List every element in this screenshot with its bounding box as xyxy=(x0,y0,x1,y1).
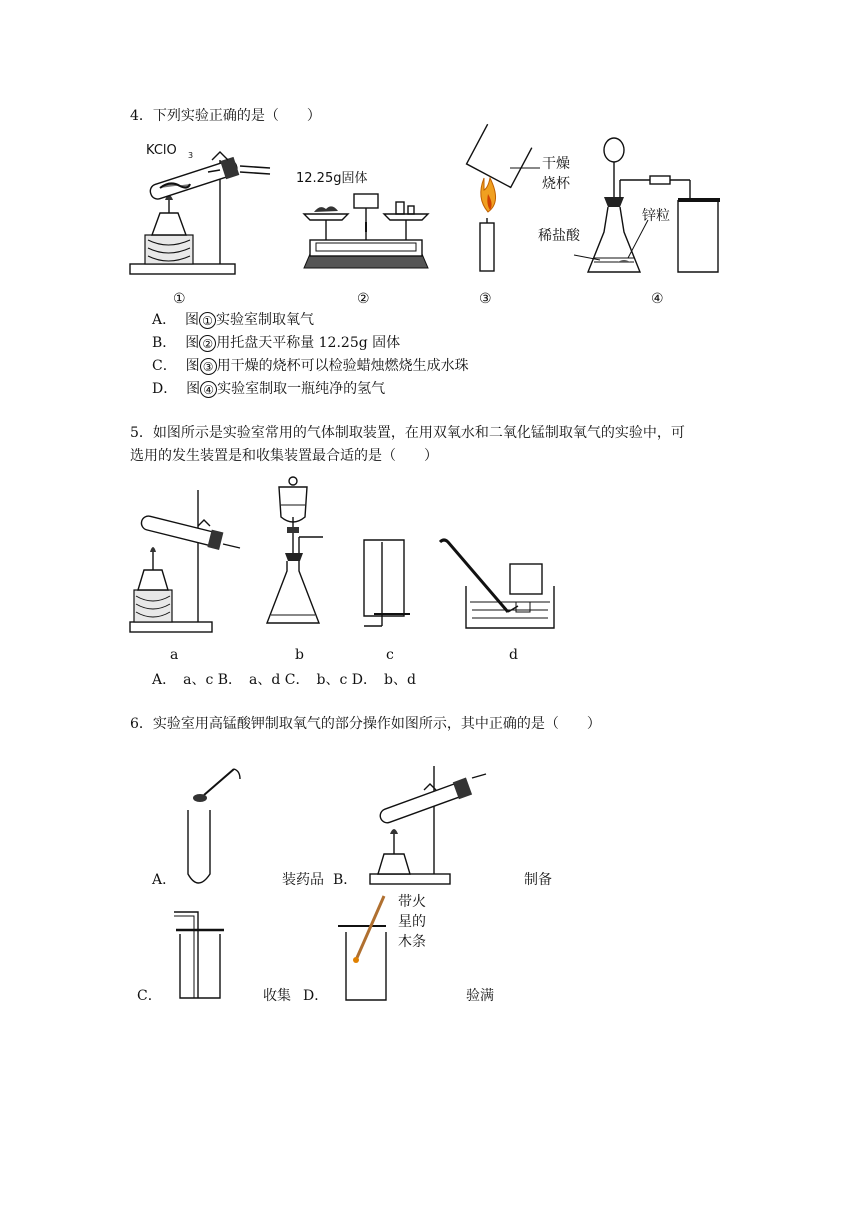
q6-option-d-text: 验满 xyxy=(466,988,494,1004)
q4-figure-2-number: ② xyxy=(357,291,370,307)
q6-splint-label-line3: 木条 xyxy=(398,934,426,950)
q5-stem-line1: 5．如图所示是实验室常用的气体制取装置，在用双氧水和二氧化锰制取氧气的实验中，可 xyxy=(130,425,685,441)
q4-fig1-kclo3-label: KClO xyxy=(146,143,177,158)
q5-stem-line2: 选用的发生装置是和收集装置最合适的是（ ） xyxy=(130,448,438,464)
q4-fig3-label-line2: 烧杯 xyxy=(542,176,570,192)
q4-fig4-zinc-label: 锌粒 xyxy=(642,208,670,224)
q6-splint-label-line2: 星的 xyxy=(398,914,426,930)
q6-splint-label-line1: 带火 xyxy=(398,894,426,910)
q6-option-a-figure xyxy=(180,765,250,890)
q6-option-c-letter[interactable]: C． xyxy=(137,988,162,1004)
q5-apparatus-a xyxy=(130,488,245,638)
q6-stem: 6．实验室用高锰酸钾制取氧气的部分操作如图所示，其中正确的是（ ） xyxy=(130,716,601,732)
q4-figure-4-number: ④ xyxy=(651,291,664,307)
q4-fig3-label-line1: 干燥 xyxy=(542,156,570,172)
q6-option-a-text: 装药品 xyxy=(282,872,324,888)
q4-figure-3-number: ③ xyxy=(479,291,492,307)
q5-apparatus-c xyxy=(358,536,418,636)
q5-options[interactable]: A． a、c B． a、d C． b、c D． b、d xyxy=(152,672,416,688)
q6-option-a-letter[interactable]: A． xyxy=(152,872,177,888)
q5-label-b: b xyxy=(295,647,304,663)
q6-option-d-figure xyxy=(334,890,444,1005)
q5-label-a: a xyxy=(170,647,179,663)
q4-fig2-label: 12.25g固体 xyxy=(296,171,368,186)
q6-option-b-figure xyxy=(368,762,493,887)
q4-option-d[interactable]: D． 图 ④ 实验室制取一瓶纯净的氢气 xyxy=(152,381,386,397)
q4-option-a[interactable]: A． 图 ① 实验室制取氧气 xyxy=(152,312,315,328)
q5-label-d: d xyxy=(509,647,518,663)
q6-option-c-figure xyxy=(172,908,232,1004)
q5-apparatus-d xyxy=(438,536,558,636)
q4-option-c[interactable]: C． 图 ③ 用干燥的烧杯可以检验蜡烛燃烧生成水珠 xyxy=(152,358,469,374)
q6-option-b-letter[interactable]: B． xyxy=(333,872,358,888)
q4-fig1-kclo3-subscript: 3 xyxy=(188,151,194,160)
q4-figure-2-balance xyxy=(296,160,436,275)
q4-stem: 4．下列实验正确的是（ ） xyxy=(130,108,321,124)
q4-figure-1-oxygen-apparatus xyxy=(130,140,280,280)
q4-figure-4-hydrogen-apparatus xyxy=(538,132,728,280)
q4-option-b[interactable]: B． 图 ② 用托盘天平称量 12.25g 固体 xyxy=(152,335,401,351)
q5-apparatus-b xyxy=(265,475,345,637)
q6-option-d-letter[interactable]: D． xyxy=(303,988,329,1004)
q6-option-c-text: 收集 xyxy=(263,988,291,1004)
q4-fig4-acid-label: 稀盐酸 xyxy=(538,228,580,244)
q4-figure-1-number: ① xyxy=(173,291,186,307)
q6-option-b-text: 制备 xyxy=(524,872,552,888)
q5-label-c: c xyxy=(386,647,394,663)
